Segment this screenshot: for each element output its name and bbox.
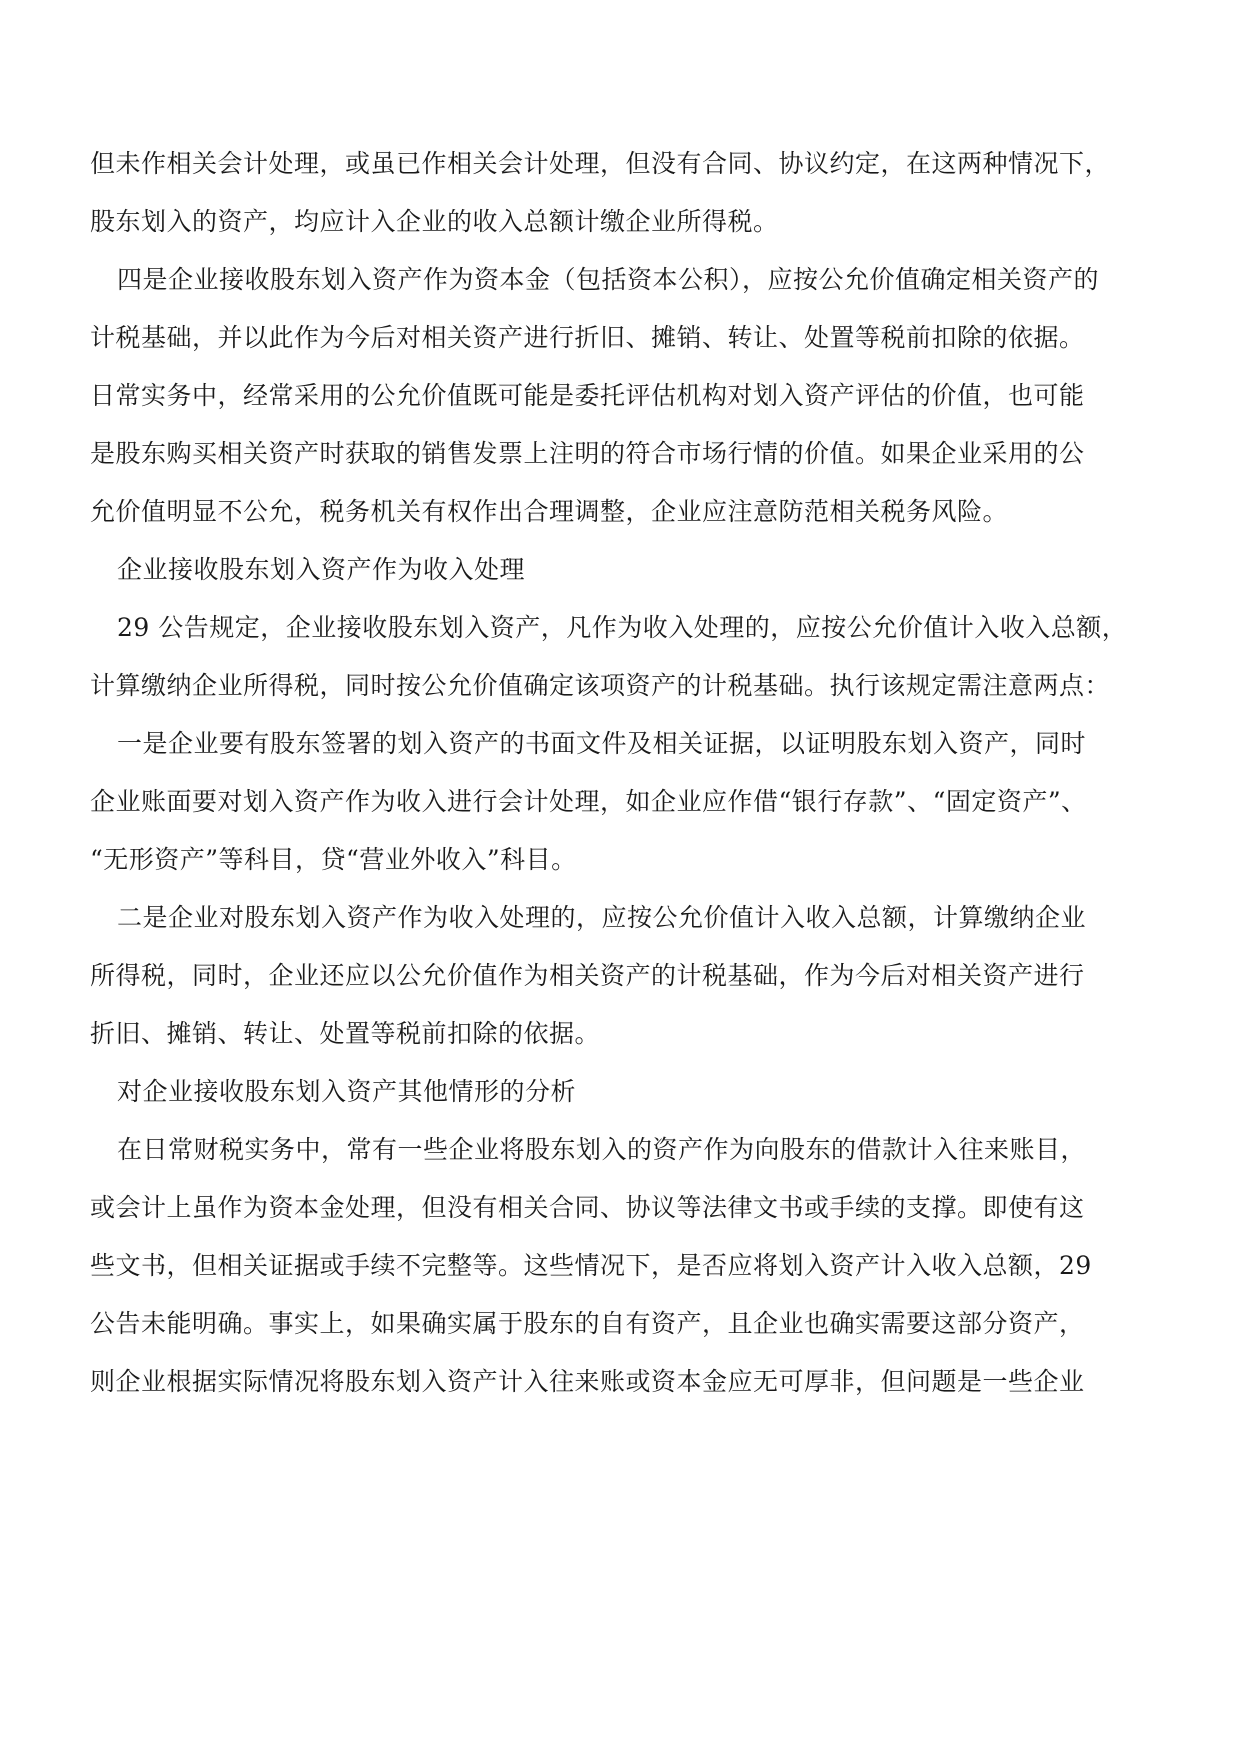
text-line: “无形资产”等科目，贷“营业外收入”科目。: [90, 845, 577, 874]
text-line: 计算缴纳企业所得税，同时按公允价值确定该项资产的计税基础。执行该规定需注意两点：: [90, 671, 1111, 700]
paragraph-start-line: 在日常财税实务中，常有一些企业将股东划入的资产作为向股东的借款计入往来账目，: [117, 1135, 1087, 1164]
text-line: 所得税，同时，企业还应以公允价值作为相关资产的计税基础，作为今后对相关资产进行: [90, 961, 1085, 990]
section-heading: 企业接收股东划入资产作为收入处理: [117, 555, 526, 584]
paragraph-start-line: 29 公告规定，企业接收股东划入资产，凡作为收入处理的，应按公允价值计入收入总额，: [117, 613, 1128, 642]
text-line: 股东划入的资产，均应计入企业的收入总额计缴企业所得税。: [90, 207, 779, 236]
paragraph-start-line: 二是企业对股东划入资产作为收入处理的，应按公允价值计入收入总额，计算缴纳企业: [117, 903, 1087, 932]
text-line: 折旧、摊销、转让、处置等税前扣除的依据。: [90, 1019, 601, 1048]
section-heading: 对企业接收股东划入资产其他情形的分析: [117, 1077, 577, 1106]
text-line: 些文书，但相关证据或手续不完整等。这些情况下，是否应将划入资产计入收入总额，29: [90, 1251, 1092, 1280]
text-line: 允价值明显不公允，税务机关有权作出合理调整，企业应注意防范相关税务风险。: [90, 497, 1009, 526]
text-line: 则企业根据实际情况将股东划入资产计入往来账或资本金应无可厚非，但问题是一些企业: [90, 1367, 1085, 1396]
text-line: 计税基础，并以此作为今后对相关资产进行折旧、摊销、转让、处置等税前扣除的依据。: [90, 323, 1085, 352]
paragraph-start-line: 四是企业接收股东划入资产作为资本金（包括资本公积），应按公允价值确定相关资产的: [117, 265, 1100, 294]
text-line: 企业账面要对划入资产作为收入进行会计处理，如企业应作借“银行存款”、“固定资产”、: [90, 787, 1087, 816]
text-line: 日常实务中，经常采用的公允价值既可能是委托评估机构对划入资产评估的价值，也可能: [90, 381, 1085, 410]
paragraph-start-line: 一是企业要有股东签署的划入资产的书面文件及相关证据，以证明股东划入资产，同时: [117, 729, 1087, 758]
text-line: 或会计上虽作为资本金处理，但没有相关合同、协议等法律文书或手续的支撑。即使有这: [90, 1193, 1085, 1222]
text-line: 但未作相关会计处理，或虽已作相关会计处理，但没有合同、协议约定，在这两种情况下，: [90, 149, 1111, 178]
text-line: 公告未能明确。事实上，如果确实属于股东的自有资产，且企业也确实需要这部分资产，: [90, 1309, 1085, 1338]
text-line: 是股东购买相关资产时获取的销售发票上注明的符合市场行情的价值。如果企业采用的公: [90, 439, 1085, 468]
